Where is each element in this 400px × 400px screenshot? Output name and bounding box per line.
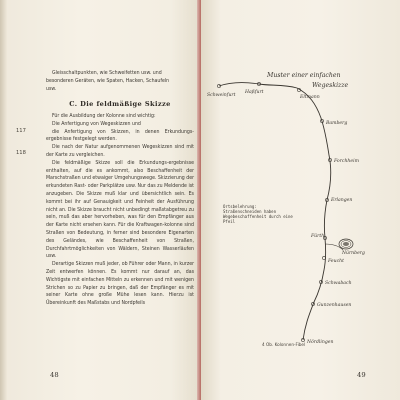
route-sketch-map	[201, 0, 400, 400]
place-forchheim: Forchheim	[334, 159, 359, 164]
paragraph-erkundung: die Anfertigung von Skizzen, in denen Erkundungs-ergebnisse festgelegt werden.	[46, 128, 194, 143]
paragraph-last: Derartige Skizzen muß jeder, ob Führer oder Mann, in kurzer Zeit entwerfen können. Es kommt nur darauf an, das Wichtigste mit einfachen Mitteln zu erkennen und mit wenigen Strichen so zu Papier zu bringen, daß der Empfänger es mit seiner Karte ohne große Mühe lesen kann. Hierzu ist Übereinkunft des Maßstabs und Nordpfeils	[46, 261, 194, 307]
place-feucht: Feucht	[328, 259, 344, 264]
place-fuerth: Fürth	[311, 234, 325, 239]
margin-number: 117	[16, 128, 26, 134]
place-noerdlingen: Nördlingen	[307, 340, 334, 345]
nuernberg-city-symbol	[339, 239, 353, 249]
section-body	[46, 113, 194, 308]
place-gunzenhausen: Gunzenhausen	[317, 303, 352, 308]
place-nuernberg: Nürnberg	[342, 251, 365, 256]
page-number-right: 49	[357, 371, 366, 379]
paragraph-intro: Für die Ausbildung der Kolonne sind wichtig:	[52, 113, 156, 119]
section-title: C. Die feldmäßige Skizze	[69, 100, 171, 108]
place-bamberg: Bamberg	[326, 121, 348, 126]
legend-note	[223, 204, 293, 224]
page-number-left: 48	[50, 371, 59, 379]
page-edge	[0, 0, 7, 400]
note-line: Wegebeschaffenheit durch eine	[223, 214, 293, 219]
place-erlangen: Erlangen	[331, 198, 353, 203]
margin-number: 118	[16, 150, 26, 156]
map-title-line1: Muster einer einfachen	[267, 72, 341, 79]
text-line: besonderen Geräten, wie Spaten, Hacken, Schaufeln	[46, 77, 170, 84]
note-line: Ortsbelehrung:	[223, 204, 257, 209]
place-hassfurt: Haßfurt	[245, 90, 264, 95]
paragraph-wegeskizzen: Die Anfertigung von Wegeskizzen und	[52, 120, 141, 127]
place-eltmann: Eltmann	[300, 95, 320, 100]
text-line: Gleisschaltpunkten, wie Schweifetten usw. und	[52, 70, 162, 76]
note-line: Straßenschneiden haben	[223, 209, 276, 214]
place-schwabach: Schwabach	[325, 281, 352, 286]
place-schweinfurt: Schweinfurt	[207, 93, 236, 98]
note-line: Pfeil	[223, 219, 236, 224]
map-title-line2: Wegeskizze	[312, 82, 349, 89]
text-line: usw.	[46, 85, 57, 92]
top-paragraph	[46, 70, 194, 93]
paragraph-vergleich: Die nach der Natur aufgenommenen Wegeskizzen sind mit der Karte zu vergleichen.	[46, 144, 194, 158]
paragraph-main: Die feldmäßige Skizze soll die Erkundungs-ergebnisse enthalten, auf die es ankommt, also Beschaffenheit der Marschstraßen und etwaiger Umgehungswege. Skizzierung der erkundeten Rast- oder Parkplätze usw. Nur das zu Meldende ist anzugeben. Die Skizze muß klar und übersichtlich sein. Es kommt bei ihr auf Genauigkeit und Feinheit der Ausführung nicht an. Die Skizze braucht nicht unbedingt maßstabgetreu zu sein, muß das aber hervorheben, was für den Empfänger aus der Karte nicht ersehen kann. Für die Kraftwagen-kolonne sind Straßen von Bedeutung, in ferner sind besondere Eigenarten des Geländes, wie Beschaffenheit von Straßen, Durchfahrtmöglichkeiten von Wäldern, Steinen Wasserläufen usw.	[46, 159, 194, 260]
footer-note: 4 Ob. Kolonnen-Fibel	[262, 342, 306, 347]
